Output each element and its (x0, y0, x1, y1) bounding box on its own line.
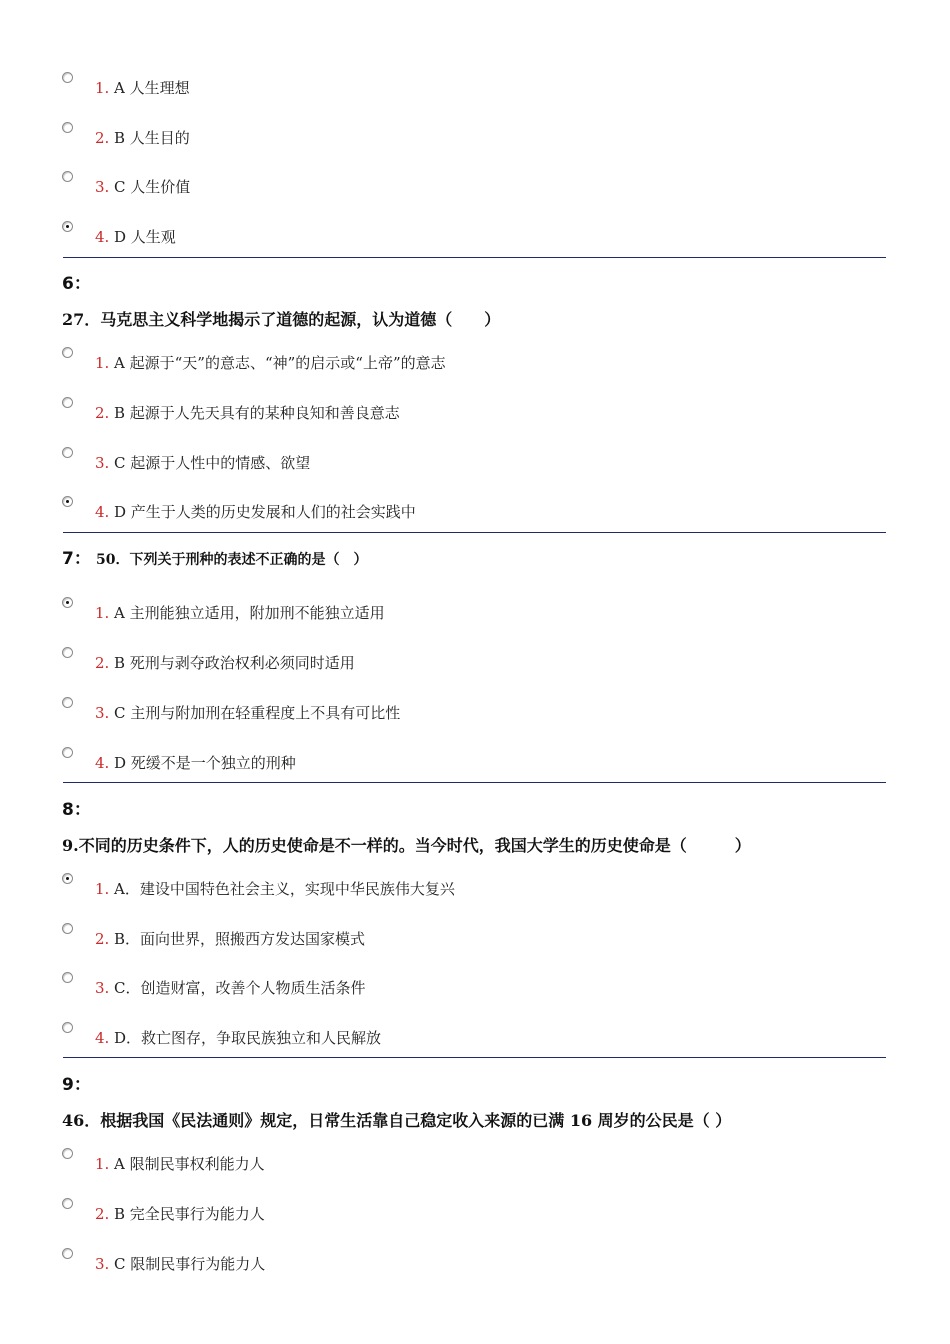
option-text: A 起源于“天”的意志、“神”的启示或“上帝”的意志 (114, 354, 446, 372)
option-number: 1. (95, 354, 110, 372)
question-number: 7： (62, 549, 91, 569)
option-text: A 主刑能独立适用，附加刑不能独立适用 (114, 604, 385, 622)
option-text: B．面向世界，照搬西方发达国家模式 (114, 930, 366, 948)
option-number: 4. (95, 228, 110, 246)
radio-button[interactable] (62, 171, 73, 182)
option-text: C 主刑与附加刑在轻重程度上不具有可比性 (114, 704, 401, 722)
radio-button[interactable] (62, 647, 73, 658)
option-text: A．建设中国特色社会主义，实现中华民族伟大复兴 (114, 880, 455, 898)
option-text: A 限制民事权利能力人 (114, 1155, 265, 1173)
option-text: B 人生目的 (114, 129, 190, 147)
radio-button[interactable] (62, 972, 73, 983)
question-divider (63, 1057, 886, 1058)
question-divider (63, 532, 886, 533)
question-divider (63, 782, 886, 783)
option-number: 3. (95, 979, 110, 997)
option-number: 3. (95, 704, 110, 722)
option-number: 4. (95, 754, 110, 772)
question-number: 6： (62, 274, 91, 294)
option-number: 2. (95, 930, 110, 948)
radio-button[interactable] (62, 1248, 73, 1259)
radio-button[interactable] (62, 923, 73, 934)
option-number: 1. (95, 604, 110, 622)
option-text: D．救亡图存，争取民族独立和人民解放 (114, 1029, 382, 1047)
radio-button[interactable] (62, 347, 73, 358)
option-number: 3. (95, 1255, 110, 1273)
question-text: 27．马克思主义科学地揭示了道德的起源，认为道德（ ） (62, 310, 501, 329)
option-number: 3. (95, 454, 110, 472)
option-text: C．创造财富，改善个人物质生活条件 (114, 979, 366, 997)
radio-button[interactable] (62, 397, 73, 408)
radio-button[interactable] (62, 1148, 73, 1159)
option-number: 1. (95, 1155, 110, 1173)
option-text: C 起源于人性中的情感、欲望 (114, 454, 311, 472)
option-number: 2. (95, 1205, 110, 1223)
option-number: 1. (95, 79, 110, 97)
radio-button[interactable] (62, 873, 73, 884)
question-text: 50．下列关于刑种的表述不正确的是（ ） (96, 552, 368, 568)
question-text: 46．根据我国《民法通则》规定，日常生活靠自己稳定收入来源的已满 16 周岁的公民是（ ） (62, 1111, 732, 1130)
option-number: 2. (95, 129, 110, 147)
radio-button[interactable] (62, 747, 73, 758)
option-text: D 产生于人类的历史发展和人们的社会实践中 (114, 503, 416, 521)
option-text: D 人生观 (114, 228, 176, 246)
question-number: 9： (62, 1075, 91, 1095)
question-text: 9.不同的历史条件下，人的历史使命是不一样的。当今时代，我国大学生的历史使命是（ ） (62, 836, 751, 855)
option-text: C 限制民事行为能力人 (114, 1255, 266, 1273)
option-number: 4. (95, 503, 110, 521)
option-number: 3. (95, 178, 110, 196)
radio-button[interactable] (62, 221, 73, 232)
radio-button[interactable] (62, 1198, 73, 1209)
option-text: D 死缓不是一个独立的刑种 (114, 754, 296, 772)
option-text: A 人生理想 (114, 79, 190, 97)
radio-button[interactable] (62, 697, 73, 708)
radio-button[interactable] (62, 72, 73, 83)
option-text: C 人生价值 (114, 178, 191, 196)
question-number: 8： (62, 800, 91, 820)
radio-button[interactable] (62, 1022, 73, 1033)
radio-button[interactable] (62, 447, 73, 458)
radio-button[interactable] (62, 597, 73, 608)
radio-button[interactable] (62, 122, 73, 133)
option-number: 2. (95, 404, 110, 422)
option-number: 2. (95, 654, 110, 672)
option-number: 1. (95, 880, 110, 898)
option-number: 4. (95, 1029, 110, 1047)
option-text: B 完全民事行为能力人 (114, 1205, 265, 1223)
question-divider (63, 257, 886, 258)
option-text: B 起源于人先天具有的某种良知和善良意志 (114, 404, 400, 422)
radio-button[interactable] (62, 496, 73, 507)
option-text: B 死刑与剥夺政治权利必须同时适用 (114, 654, 355, 672)
